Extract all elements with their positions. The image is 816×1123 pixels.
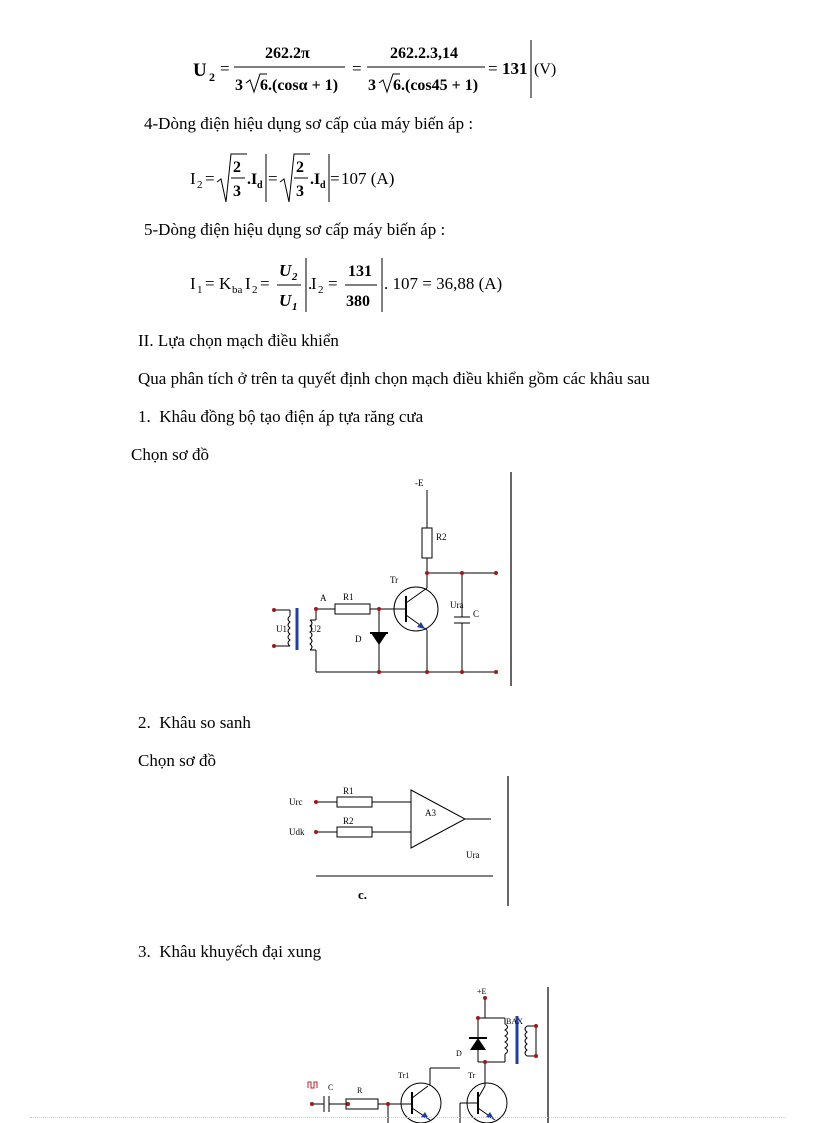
i1-u-den-sub: 1	[292, 301, 298, 313]
c1-supply-label: -E	[415, 478, 424, 488]
c1-ura-label: Ura	[450, 600, 464, 610]
u2-result: 131	[502, 59, 528, 78]
c2-ura-label: Ura	[466, 850, 480, 860]
i1-i2-sub: 2	[252, 284, 258, 296]
section-intro: Qua phân tích ở trên ta quyết định chọn mạch điều khiển gồm các khâu sau	[138, 369, 650, 388]
i2-frac1-den: 3	[233, 183, 241, 200]
list-item-1	[138, 407, 423, 427]
circuit-pulse-amplifier	[300, 982, 560, 1123]
i2-frac2-den: 3	[296, 183, 304, 200]
c2-a3-label: A3	[425, 808, 436, 818]
c1-a-label: A	[320, 593, 327, 603]
u2-den2a: 3	[368, 77, 376, 94]
i2-id2: I	[314, 171, 321, 188]
i1-k: K	[219, 274, 232, 293]
item4-heading: 4-Dòng điện hiệu dụng sơ cấp của máy biến áp :	[144, 114, 474, 133]
c2-caption: c.	[358, 887, 368, 902]
i1-u-num: U	[279, 261, 292, 280]
c3-d-label: D	[456, 1049, 462, 1058]
u2-den1a: 3	[235, 77, 243, 94]
i1-tail: . 107 = 36,88 (A)	[384, 274, 503, 293]
list-item-3	[138, 942, 321, 962]
u2-num2: 262.2.3,14	[390, 45, 458, 62]
c2-r1-label: R1	[343, 786, 354, 796]
c3-r-label: R	[357, 1086, 363, 1095]
c3-supply-label: +E	[477, 987, 487, 996]
equation-i2	[185, 150, 415, 208]
c2-r2-label: R2	[343, 816, 354, 826]
svg-text:=: =	[352, 59, 362, 78]
equation-i1	[185, 256, 525, 316]
u2-num1: 262.2π	[265, 45, 310, 62]
u2-lhs-sub: 2	[209, 70, 215, 84]
i1-u-num-sub: 2	[292, 271, 298, 283]
i2-result: 107 (A)	[341, 169, 395, 188]
svg-text:=: =	[205, 274, 215, 293]
u2-unit: (V)	[534, 61, 557, 78]
circuit-sawtooth-sync	[260, 470, 520, 690]
i1-i2b: I	[311, 274, 317, 293]
c3-tr-label: Tr	[468, 1071, 476, 1080]
c1-tr-label: Tr	[390, 575, 399, 585]
svg-text:.: .	[247, 171, 251, 188]
i2-id1: I	[251, 171, 258, 188]
i2-lhs: I	[190, 169, 196, 188]
list-item-2-num: 2.	[138, 713, 151, 732]
i2-id1-sub: d	[257, 180, 263, 191]
svg-text:=: =	[268, 169, 278, 188]
list-item-3-text: Khâu khuyếch đại xung	[159, 942, 322, 961]
item5-heading: 5-Dòng điện hiệu dụng sơ cấp máy biến áp :	[144, 220, 446, 239]
svg-text:=: =	[260, 274, 270, 293]
c1-r1-label: R1	[343, 592, 354, 602]
circuit-comparator	[285, 774, 515, 909]
u2-den1b: 6.(cosα + 1)	[260, 77, 339, 94]
list-item-2	[138, 713, 251, 733]
i2-frac1-num: 2	[233, 159, 241, 176]
svg-text:.: .	[308, 274, 313, 293]
c2-udk-label: Udk	[289, 827, 305, 837]
i1-n-num: 131	[348, 263, 372, 280]
i2-id2-sub: d	[320, 180, 326, 191]
svg-text:=: =	[488, 59, 498, 78]
c1-u2-label: U2	[310, 624, 321, 634]
c3-bax-label: BAX	[506, 1017, 523, 1026]
list-item-3-num: 3.	[138, 942, 151, 961]
i2-frac2-num: 2	[296, 159, 304, 176]
equation-u2	[185, 36, 575, 100]
i1-i2: I	[245, 274, 251, 293]
i1-lhs-sub: 1	[197, 284, 203, 296]
c1-d-label: D	[355, 634, 362, 644]
svg-text:=: =	[205, 169, 215, 188]
list-item-1-num: 1.	[138, 407, 151, 426]
svg-text:=: =	[330, 169, 340, 188]
c3-c-label: C	[328, 1083, 334, 1092]
c3-tr1-label: Tr1	[398, 1071, 410, 1080]
c1-u1-label: U1	[276, 624, 287, 634]
c1-r2-label: R2	[436, 532, 447, 542]
page-bottom-rule	[30, 1117, 786, 1118]
u2-lhs: U	[193, 60, 207, 81]
list-item-1-text: Khâu đồng bộ tạo điện áp tựa răng cưa	[159, 407, 424, 426]
list-item-2-text: Khâu so sanh	[159, 713, 251, 732]
svg-text:=: =	[328, 274, 338, 293]
choose-label-2: Chọn sơ đồ	[138, 751, 216, 770]
c1-c-label: C	[473, 609, 480, 619]
i1-k-sub: ba	[232, 284, 243, 296]
u2-den2b: 6.(cos45 + 1)	[393, 77, 479, 94]
i1-lhs: I	[190, 274, 196, 293]
i1-i2b-sub: 2	[318, 284, 324, 296]
svg-text:.: .	[310, 171, 314, 188]
c2-urc-label: Urc	[289, 797, 303, 807]
i1-u-den: U	[279, 291, 292, 310]
section-title: II. Lựa chọn mạch điều khiển	[138, 331, 339, 350]
i1-n-den: 380	[346, 293, 370, 310]
i2-lhs-sub: 2	[197, 179, 203, 191]
svg-text:=: =	[220, 59, 230, 78]
choose-label-1: Chọn sơ đồ	[131, 445, 209, 464]
